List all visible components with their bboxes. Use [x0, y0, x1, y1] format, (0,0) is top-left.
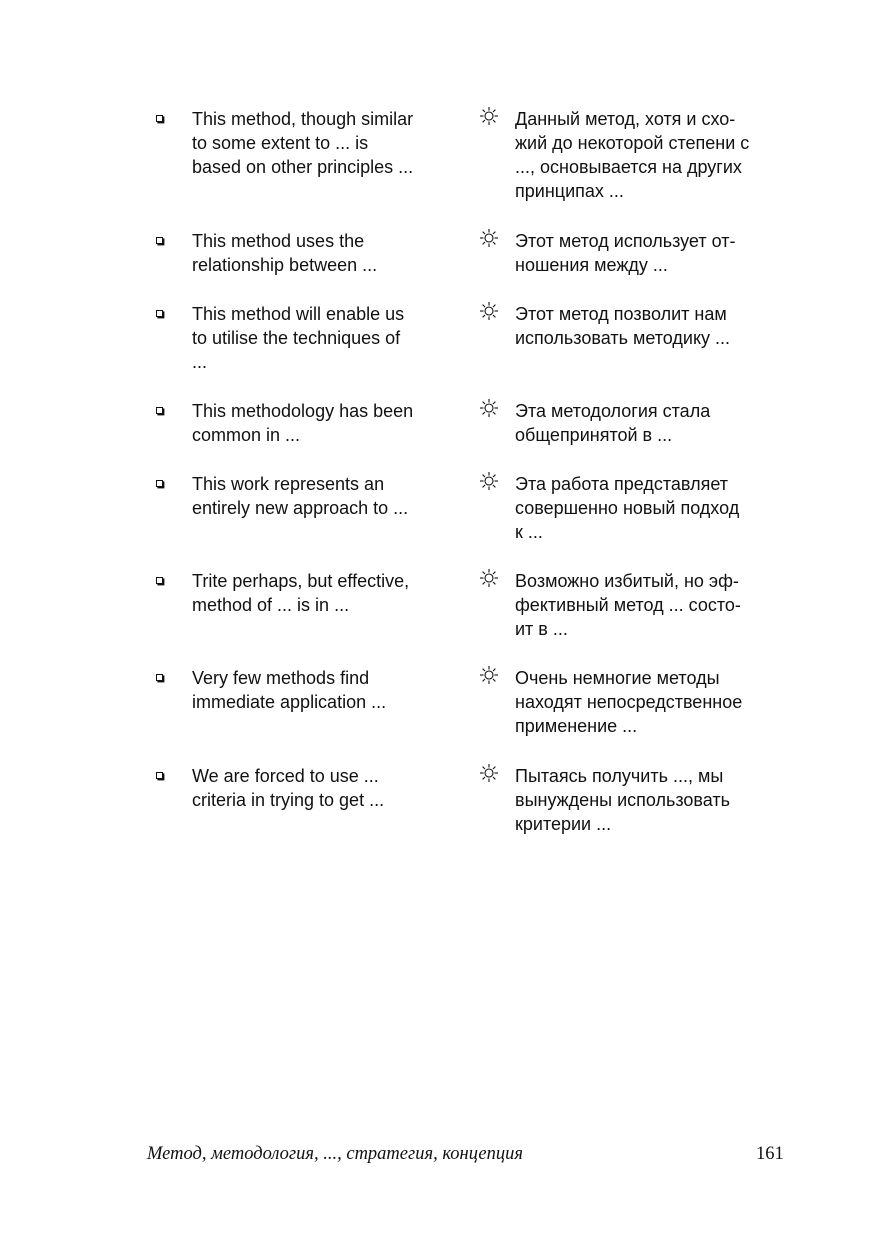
russian-phrase: Этот метод позволит нам использовать методику ...: [515, 304, 731, 348]
checkbox-bullet-icon: [156, 115, 163, 122]
russian-phrase: Возможно избитый, но эф- фективный метод ... состо- ит в ...: [515, 571, 741, 639]
sun-icon: [479, 471, 499, 491]
russian-phrase: Данный метод, хотя и схо- жий до некоторой степени с ..., основывается на других принципах ...: [515, 109, 750, 201]
english-phrase: This method uses the relationship between ...: [192, 231, 378, 275]
russian-phrase: Эта работа представляет совершенно новый подход к ...: [515, 474, 740, 542]
russian-phrase: Эта методология стала общепринятой в ...: [515, 401, 711, 445]
sun-icon: [479, 568, 499, 588]
english-phrase: This methodology has been common in ...: [192, 401, 414, 445]
checkbox-bullet-icon: [156, 674, 163, 681]
page-number: 161: [756, 1144, 784, 1164]
english-phrase: This method will enable us to utilise the techniques of ...: [192, 304, 405, 372]
english-phrase: Very few methods find immediate application ...: [192, 668, 387, 712]
running-footer-title: Метод, методология, ..., стратегия, концепция: [147, 1144, 523, 1164]
checkbox-bullet-icon: [156, 407, 163, 414]
sun-icon: [479, 665, 499, 685]
sun-icon: [479, 763, 499, 783]
sun-icon: [479, 106, 499, 126]
english-phrase: Trite perhaps, but effective, method of ... is in ...: [192, 571, 410, 615]
russian-phrase: Этот метод использует от- ношения между ...: [515, 231, 736, 275]
russian-phrase: Очень немногие методы находят непосредственное применение ...: [515, 668, 743, 736]
checkbox-bullet-icon: [156, 480, 163, 487]
english-phrase: We are forced to use ... criteria in trying to get ...: [192, 766, 385, 810]
checkbox-bullet-icon: [156, 310, 163, 317]
english-phrase: This work represents an entirely new approach to ...: [192, 474, 409, 518]
checkbox-bullet-icon: [156, 577, 163, 584]
checkbox-bullet-icon: [156, 772, 163, 779]
russian-phrase: Пытаясь получить ..., мы вынуждены использовать критерии ...: [515, 766, 731, 834]
checkbox-bullet-icon: [156, 237, 163, 244]
english-phrase: This method, though similar to some extent to ... is based on other principles ...: [192, 109, 414, 177]
sun-icon: [479, 301, 499, 321]
sun-icon: [479, 398, 499, 418]
sun-icon: [479, 228, 499, 248]
